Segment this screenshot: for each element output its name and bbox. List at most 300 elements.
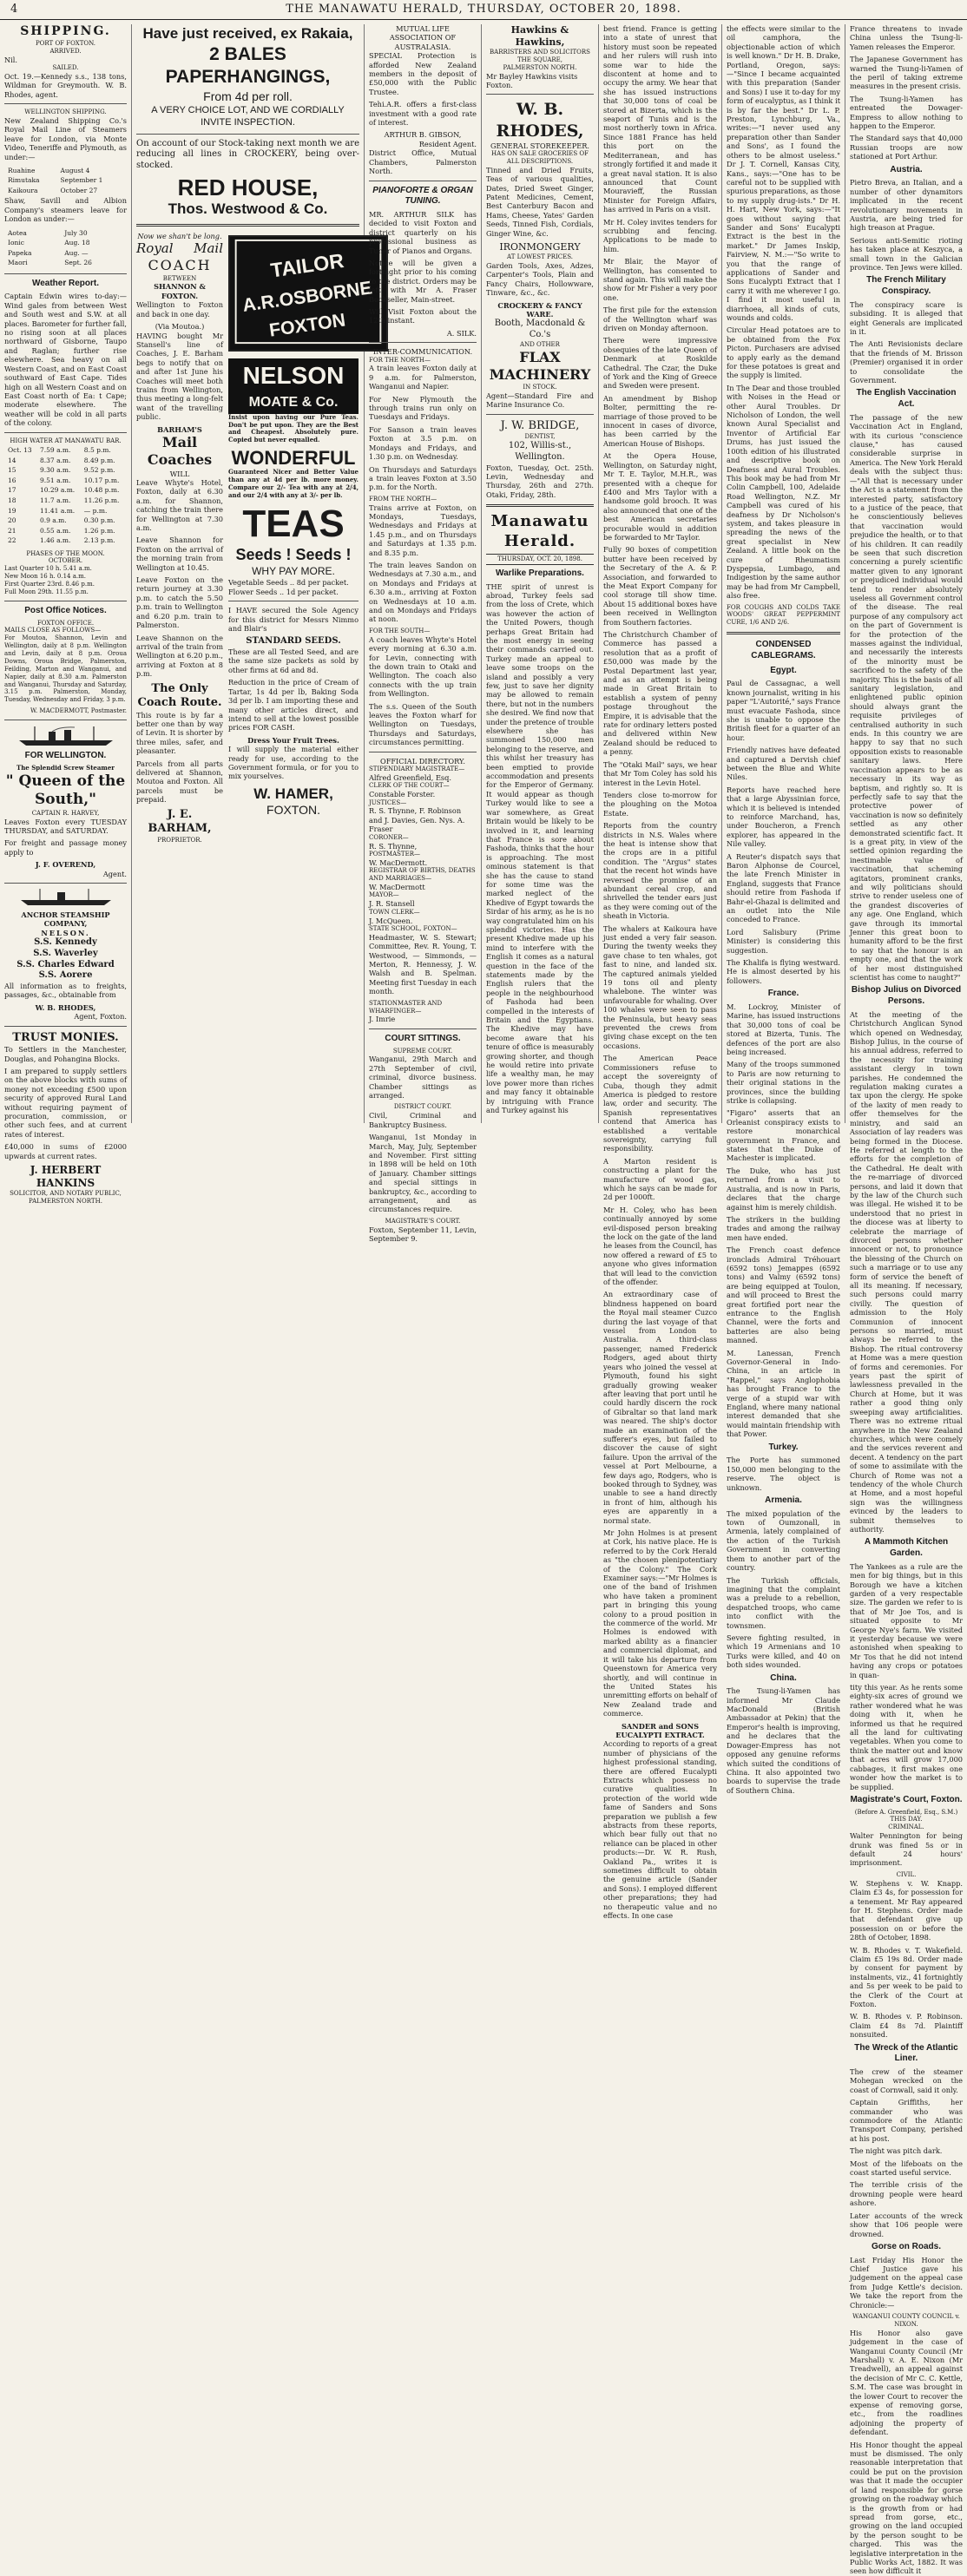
- divider: [486, 504, 594, 507]
- bayley-text: Mr Bayley Hawkins visits Foxton.: [486, 71, 578, 89]
- mayor-name: J. R. Stansell: [369, 899, 415, 909]
- from-price: From 4d per roll.: [203, 89, 293, 103]
- article-paragraph: Friendly natives have defeated and captured a Dervish chief between the Blue and White Niles.: [727, 746, 840, 782]
- masthead-title: THE MANAWATU HERALD, THURSDAY, OCTOBER 20, 1898.: [286, 3, 681, 16]
- south-label: FOR THE SOUTH—: [369, 627, 431, 634]
- table-row: 15 9.30 a.m. 9.52 p.m.: [8, 466, 115, 475]
- tehika-text: Tehi.A.R. offers a first-class investment with a good rate of interest.: [369, 100, 477, 128]
- article-paragraph: M. Lockroy, Minister of Marine, has issued instructions that 30,000 tons of coal be stored at Bizerta, Tunis. The defences of the port are also being increased.: [727, 1002, 840, 1056]
- moon-month: OCTOBER.: [48, 557, 83, 565]
- parcels-text: Parcels from all parts delivered at Shannon, Moutoa and Foxton. All parcels must be prepaid.: [136, 759, 223, 805]
- crockery-label: CROCKERY & FANCY WARE.: [497, 300, 582, 319]
- overend-name: J. F. OVEREND,: [35, 860, 96, 870]
- warlike-text: THE spirit of unrest is abroad, Turkey feels sad from the loss of Crete, which was however the action of the United Powers, though perhaps Great Britain had the most energy in seeing their commands carried out. Turkey made an appeal to leave some troops on the island and possibly a very few, just to save her dignity may be allowed to remain there, but not in the numbers she desired. We find now that under the pretence of trouble elsewhere she has summoned 150,000 men belonging to the reserve, and this whilst her treasury has been emptied to provide accommodation and presents for the Emperor of Germany. It would appear as though Turkey would like to see a war somewhere, as Great Britain would be likely to be involved in it, and learning that France is sore about Fashoda, thinks that the hour is approaching. The most ominous statement is that she has the cause to stand for some time was the marked neglect of the Khedive of Egypt towards the Sirdar of his army, as he is no way congratulated him on his splendid victories. Has the present Khedive made up his mind to interfere with the English it comes as a natural question in the face of the statements made by the English rulers that the people in the neighbourhood of Fashoda had been compelled in the interests of Britain and the Egyptians. The Khedive may have become aware that his tenure of office is measurably growing shorter, and though he would retire into private life a wealthy man, he may love power more than riches and may fancy it obtainable by intriguing with France and Turkey against his: [486, 582, 594, 1115]
- teas-label: TEAS: [242, 502, 345, 545]
- supreme-label: SUPREME COURT.: [392, 1047, 453, 1055]
- masthead: [0, 0, 967, 20]
- barham-name: J. E. BARHAM,: [148, 807, 212, 836]
- sanson-text: For Sanson a train leaves Foxton at 3.5 p.m. on Mondays and Fridays, and 1.30 p.m. on Wednesday.: [369, 424, 477, 462]
- and-other: AND OTHER: [520, 340, 560, 348]
- station-name: J. Imrie: [369, 1015, 396, 1024]
- herald-date: THURSDAY, OCT. 20, 1898.: [486, 554, 594, 565]
- clerk-name: Constable Forster.: [369, 790, 436, 799]
- coroner-name: R. S. Thynne,: [369, 841, 418, 851]
- article-paragraph: Many of the troops summoned to Paris are now returning to their original stations in the provinces, since the building strike is collapsing.: [727, 1060, 840, 1106]
- queen-of-south: " Queen of the South,": [5, 772, 126, 809]
- table-row: Kaikoura October 27: [8, 186, 98, 194]
- willis-address: 102, Willis-st., Wellington.: [508, 441, 572, 462]
- fresh-text: These are all Tested Seed, and are the same size packets as sold by other firms at 6d and 8d.: [228, 647, 359, 674]
- article-paragraph: Most of the lifeboats on the coast started useful service.: [850, 2159, 963, 2178]
- divider: [4, 103, 127, 104]
- divider: [486, 414, 594, 415]
- article-paragraph: Mr H. Coley, who has been continually annoyed by some evil-disposed person breaking the lock on the gate of the land he leases from the Council, has now offered a reward of £5 to anyone who gives information that will lead to the conviction of the offender.: [603, 1205, 717, 1287]
- coach-text: Wellington to Foxton and back in one day.: [136, 300, 223, 319]
- column-4: [482, 24, 599, 1123]
- dress-text: I will supply the material either ready for use, according to the Government formula, or for you to mix yourselves.: [228, 745, 359, 781]
- red-house: RED HOUSE,: [177, 174, 319, 200]
- shaw-table: [4, 227, 127, 269]
- coach-text-4: Leave Shannon for Foxton on the arrival of the morning train from Wellington at 10.45.: [136, 536, 223, 572]
- groceries-text: HAS ON SALE GROCERIES OF ALL DESCRIPTIONS.: [491, 150, 589, 165]
- article-paragraph: A Marton resident is constructing a plant for the manufacture of wood gas, which he says can be made for 2d per 1000ft.: [603, 1156, 717, 1202]
- table-row: Maori Sept. 26: [8, 259, 92, 267]
- flower-seeds-price: Flower Seeds .. 1d per packet.: [228, 587, 339, 596]
- article-paragraph: The "Otaki Mail" says, we hear that Mr Tom Coley has sold his interest in the Levin Hotel.: [603, 759, 717, 787]
- from-north-text: Trains arrive at Foxton, on Mondays, Tuesdays, Wednesdays and Fridays at 1.45 p.m., and on Thursdays and Saturdays at 1.35 p.m. and 8.35 p.m.: [369, 503, 477, 557]
- town-clerk-label: TOWN CLERK—: [369, 908, 420, 916]
- article-paragraph: Tenders close to-morrow for the ploughing on the Motoa Estate.: [603, 790, 717, 818]
- divider: [4, 432, 127, 433]
- article-paragraph: At the meeting of the Christchurch Anglican Synod which opened on Wednesday, Bishop Julius, in the course of his annual address, referred to the necessity for training assistant clergy in town parishes. He condemned the regulation making curates a tax upon the clergy. He spoke of the laxity of men ready to offer themselves for the ministry, and said an Association of lay readers was being formed in the Diocese. He referred at length to the efforts for the completion of the Cathedral. He dealt with the re-marriage of divorced persons, and laid it down that by the law of the Church such was illegal. He wished it to be understood that no priest in the diocese was at liberty to celebrate the marriage of divorced persons whether innocent or not, to pronounce the blessing of the Church on such a marriage or to use any form of service the beneft of all its meaning. If necessary, such persons could marry civilly. The question of admission to the Holy Communion of innocent persons so married, must always be referred to the Bishop. The ritual controversy at Home was a mere question of forms and ceremonies. For years past the spirit of lawlessness prevailed in the Church at Home, but it was rather a good thing only sweeping away artificialities. There was no extreme ritual anywhere in the New Zealand churches, which were comely and the services reverent and decent. A tendency on the part of some to assimilate with the Church of Rome was not a tendency of the whole Church at Home, and a most hopeful sign was the willingness evinced by the leaders to submit themselves to authority.: [850, 1009, 963, 1534]
- anchor-steamer-illustration: [14, 888, 118, 907]
- article-paragraph: The Khalifa is flying westward. He is almost deserted by his followers.: [727, 958, 840, 985]
- article-paragraph: Pietro Breva, an Italian, and a number of other dynamitors implicated in the recent revolutionary movements in Austria, are being tried for high treason at Prague.: [850, 178, 963, 233]
- freight-text: For freight and passage money apply to: [4, 838, 127, 857]
- table-row: Ionic Aug. 18: [8, 239, 90, 247]
- gorse-case-title: WANGANUI COUNTY COUNCIL v. NIXON.: [852, 2313, 960, 2328]
- vaccination-heading: The English Vaccination Act.: [856, 388, 957, 410]
- plymouth-text: For New Plymouth the through trains run only on Tuesdays and Fridays.: [369, 394, 477, 422]
- postmaster-label: POSTMASTER—: [369, 850, 420, 858]
- sanson-text-2: The train leaves Sandon on Wednesdays at 7.30 a.m., and on Mondays and Fridays at 6.30 a.m., arriving at Foxton on Wednesdays at 10 a.m. and on Mondays and Fridays at noon.: [369, 561, 477, 624]
- district-office: District Office, Mutual Chambers, Palmerston North.: [369, 148, 477, 176]
- austria-heading: Austria.: [890, 164, 923, 174]
- article-paragraph: Captain Griffiths, her commander who was commodore of the Atlantic Transport Company, perished at his post.: [850, 2098, 963, 2143]
- divider: [727, 632, 840, 634]
- square-label: THE SQUARE,: [517, 56, 562, 63]
- article-paragraph: Severe fighting resulted, in which 19 Armenians and 10 Turks were killed, and 40 on both sides wounded.: [727, 1633, 840, 1670]
- ship-name: S.S. Waverley: [33, 948, 98, 958]
- stipendiary-label: STIPENDIARY MAGISTRATE—: [369, 766, 465, 773]
- moon-heading: PHASES OF THE MOON.: [26, 549, 105, 557]
- divider: [136, 134, 359, 135]
- tools-text: Garden Tools, Axes, Adzes, Carpenter's Tools, Plain and Fancy Chairs, Hollowware, Tinware, &c., &c.: [486, 260, 594, 298]
- kitchen-heading: A Mammoth Kitchen Garden.: [864, 1537, 949, 1559]
- silk-text-2: Notice will be given a fortnight prior to his coming to the district. Orders may be left with Mr A. Fraser Bookseller, Main-street.: [369, 258, 477, 304]
- wonderful-text: Guaranteed Nicer and Better Value than any at 4d per lb. more money. Compare our 2/- Tea with any at 2/4, and our 2/4 with any at 3/- per lb.: [228, 468, 359, 499]
- condensed-heading: CONDENSED CABLEGRAMS.: [751, 640, 816, 660]
- trust-sub: To Settlers in the Manchester, Douglas, and Pohangina Blocks.: [4, 1045, 127, 1063]
- steamship-illustration: [14, 725, 118, 747]
- mails-close: MAILS CLOSE AS FOLLOWS—: [4, 627, 102, 634]
- rhodes-name: W. B. RHODES,: [35, 1002, 96, 1012]
- stipendiary-name: Alfred Greenfield, Esq.: [369, 772, 451, 782]
- overend-agent: Agent.: [102, 869, 127, 878]
- article-paragraph: The crew of the steamer Mohegan wrecked on the coast of Cornwall, said it only.: [850, 2067, 963, 2094]
- svg-text:TAILOR: TAILOR: [269, 248, 345, 282]
- article-paragraph: His Honor also gave judgement in the case of Wanganui County Council (Mr Marshall) v. A. E. Nixon (Mr Treadwell), an appeal against the decision of Mr C. C. Kettle, S.M. The case was brought in the lower Court to recover the expense of removing gorse, etc., from the roadlines adjoining the property of defendant.: [850, 2328, 963, 2437]
- rhodes-agent: Agent, Foxton.: [74, 1012, 127, 1022]
- article-paragraph: According to reports of a great number of physicians of the highest professional standing, there are offered Eucalypti Extracts which possess no curative qualities. In protection of the world wide fame of Sanders and Sons preparation we publish a few abstracts from these reports, which bear fully out that no reliance can be placed in other products:—Dr. W. R. Rush, Oakland Pa., writes it is sometimes difficult to obtain the genuine article (Sander and Sons). I employed different other preparations; they had no therapeutic value and no effects. In one case: [603, 1739, 717, 1921]
- article-paragraph: Paul de Cassagnac, a well known journalist, writing in his paper "L'Autorité," says France must evacuate Fashoda, since she is unable to oppose the British fleet for a quarter of an hour.: [727, 679, 840, 742]
- clerk-label: CLERK OF THE COURT—: [369, 782, 450, 790]
- armenia-heading: Armenia.: [765, 1495, 802, 1505]
- arrived-label: ARRIVED.: [49, 47, 82, 55]
- article-paragraph: Later accounts of the wreck show that 106 people were drowned.: [850, 2211, 963, 2238]
- tailor-logo: [232, 237, 385, 346]
- stock-text: On account of our Stock-taking next month we are reducing all lines in CROCKERY, being over-stocked.: [136, 138, 359, 170]
- hawkins-name: Hawkins & Hawkins,: [510, 24, 569, 48]
- nelson-tagline: Insist upon having our Pure Teas. Don't be put upon. They are the Best and Cheapest. Absolutely pure. Copied but never equalled.: [228, 412, 359, 444]
- rakaia-heading: Have just received, ex Rakaia,: [142, 25, 353, 42]
- article-paragraph: The strikers in the building trades and among the railway men have ended.: [727, 1214, 840, 1242]
- piano-heading: PIANOFORTE & ORGAN TUNING.: [372, 185, 473, 207]
- only-route: The Only Coach Route.: [137, 681, 222, 710]
- article-paragraph: Mr John Holmes is at present at Cork, his native place. He is referred to by the Cork Herald as "the chosen plenipotentiary of the Colony." The Cork Examiner says:—"Mr Holmes is one of the band of Irishmen who have taken a prominent part in bringing this young colony to a proud position in the commerce of the world. Mr Holmes is endowed with marked ability as a financier and commercial diplomat, and it will take his departure from Queenstown for America very shortly, and will continue in the United States his unremitting efforts on behalf of New Zealand trade and commerce.: [603, 1528, 717, 1718]
- column-7: [845, 24, 967, 2576]
- reduction-text: Reduction in the price of Cream of Tartar, 1s 4d per lb, Baking Soda 3d per lb. I am importing these and many other articles direct, and intend to sell at the lowest possible prices FOR CASH.: [228, 678, 359, 733]
- article-paragraph: An amendment by Bishop Bolter, permitting the re-marriage of those proved to be innocent in cases of divorce, has been carried by the American House of Bishops.: [603, 393, 717, 448]
- hankins-name: J. HERBERT HANKINS: [30, 1164, 102, 1190]
- article-paragraph: FOR COUGHS AND COLDS TAKE WOODS' GREAT PEPPERMINT CURE, 1/6 AND 2/6.: [727, 603, 840, 627]
- article-paragraph: Fully 90 boxes of competition butter have been received by the Secretary of the A. & P. Association, and forwarded to the Meat Export Company for cool storage till show time. About 15 additional boxes have been received in Wellington from Southern factories.: [603, 545, 717, 627]
- article-paragraph: The Turkish officials, imagining that the complaint was a prelude to a rebellion, despatched troops, who came into conflict with the townsmen.: [727, 1575, 840, 1630]
- trust-text: I am prepared to supply settlers on the above blocks with sums of money not exceeding £500 upon security of approved Rural Land without requiring payment of procuration, commission, or other such fees, and at current rates of interest.: [4, 1066, 127, 1139]
- ship-name: S.S. Charles Edward: [16, 959, 115, 969]
- station-label: STATIONMASTER AND WHARFINGER—: [369, 999, 443, 1015]
- proprietor-label: PROPRIETOR.: [157, 836, 202, 844]
- magistrate-court-text: Foxton, September 11, Levin, September 9.: [369, 1225, 477, 1244]
- sander-heading: SANDER and SONS EUCALYPTI EXTRACT.: [615, 1721, 705, 1739]
- choice-text: A VERY CHOICE LOT, AND WE CORDIALLY INVITE INSPECTION.: [151, 104, 345, 128]
- north-label: FOR THE NORTH—: [369, 356, 431, 364]
- table-row: Oct. 13 7.59 a.m. 8.5 p.m.: [8, 446, 111, 455]
- article-paragraph: Reports from the country districts in N.S. Wales where the heat is intense show that the crops are in a pitiful condition. The "Argus" states that the recent hot winds have reversed the promise of an abundant cereal crop, and shrivelled the tender ears just as they were coming out of the sheath in Victoria.: [603, 821, 717, 921]
- table-row: Ruahine August 4: [8, 166, 90, 174]
- article-paragraph: The mixed population of the town of Oumzonall, in Armenia, lately complained of the action of the Turkish Government in converting them to another part of the country.: [727, 1508, 840, 1573]
- article-paragraph: Lord Salisbury (Prime Minister) is considering this suggestion.: [727, 927, 840, 955]
- dentist-label: DENTIST,: [524, 433, 556, 441]
- mayor-label: MAYOR—: [369, 891, 399, 899]
- column-5: [599, 24, 722, 1921]
- table-row: 22 1.46 a.m. 2.13 p.m.: [8, 536, 115, 545]
- article-paragraph: The American Peace Commissioners refuse to accept the sovereignty of Cuba, though they admit America is pledged to restore law, order and security. The Spanish representatives contend that America has established a veritable sovereignty, carrying full responsibility.: [603, 1054, 717, 1153]
- royal-label: Royal: [136, 240, 174, 257]
- port-label: PORT OF FOXTON.: [35, 39, 96, 47]
- table-row: 17 10.29 a.m. 10.48 p.m.: [8, 486, 120, 495]
- trust-monies-heading: TRUST MONIES.: [12, 1030, 119, 1044]
- from-north-label: FROM THE NORTH—: [369, 495, 437, 503]
- mail-coaches: Mail Coaches: [147, 433, 213, 469]
- north-text: A train leaves Foxton daily at 9 a.m. for Palmerston, Wanganui and Napier.: [369, 364, 477, 391]
- magistrate-sub: (Before A. Greenfield, Esq., S.M.): [854, 1808, 958, 1816]
- shannon-foxton: SHANNON & FOXTON.: [154, 282, 206, 300]
- westwood: Thos. Westwood & Co.: [168, 200, 328, 218]
- post-office-sub: FOXTON OFFICE.: [36, 619, 95, 627]
- article-paragraph: The passage of the new Vaccination Act in England, with its curious "conscience clause," has caused considerable surprise in America. The New York Herald deals with the subject thus:—"All that is necessary under the Act is a statement from the interested party, satisfactory to a justice of the peace, that he conscientiously believes that vaccination would prejudice the health, or to that of his children. It can readily be seen that such discretion concerning a purely scientific matter given to any ignorant or prejudiced individual would tend to render absolutely useless all Government control of the disease. The real purpose of any compulsory act on the part of Government is for the protection of the masses against the individual, and necessarily the interests of the minority must be sacrificed to the safety of the majority. This is the basis of all sanitary legislation, and enlightened public opinion should always grant the requisite privileges of centralised authority in such ends. In this country we are happy to say that no such opposition exists to reasonable sanitary laws. Here vaccination appears to be as necessary in its way as baptism, and rightly so. It is perfectly safe to say that the protective power of vaccination is now so definitely settled as any other demonstrated scientific fact. It is a great pity, in view of the settled opinion regarding the inestimable value of vaccination, that scheming agitators, prominent cranks, and wily politicians should strive to render useless one of the grandest discoveries of any age. One England, which gave through its immortal Jenner this great boon to humanity afford to be the first to say that the honour is an empty one, and that the work of her most distinguished scientist has come to naught?": [850, 412, 963, 982]
- turkey-heading: Turkey.: [768, 1442, 799, 1452]
- barhams-label: BARHAM'S: [157, 424, 202, 434]
- article-paragraph: W. B. Rhodes v. P. Robinson. Claim £4 8s 7d. Plaintiff nonsuited.: [850, 2012, 963, 2040]
- supreme-text: Wanganui, 29th March and 27th September of civil, criminal, divorce business. Chamber sittings as arranged.: [369, 1055, 477, 1101]
- herald-nameplate: Manawatu Herald.: [490, 512, 589, 551]
- inter-heading: INTER-COMMUNICATION.: [372, 347, 473, 357]
- article-paragraph: W. Stephens v. W. Knapp. Claim £3 4s, for possession for a tenement. Mr Ray appeared for H. Stephens. Order made that defendant give up possession on or before the 28th of October, 1898.: [850, 1878, 963, 1942]
- coroner-label: CORONER—: [369, 833, 409, 841]
- table-row: 19 11.41 a.m. — p.m.: [8, 506, 108, 515]
- tinned-text: Tinned and Dried Fruits, Teas of various qualities, Dates, Dried Sweet Ginger, Patent Medicines, Cement, Best Canterbury Bacon and Hams, Cheese, Yates' Garden Seeds, Tinned Fish, Cordials, Ginger Wine, &c.: [486, 165, 594, 238]
- bishop-heading: Bishop Julius on Divorced Persons.: [851, 985, 962, 1007]
- coach-text-3: Leave Whyte's Hotel, Foxton, daily at 6.30 a.m. for Shannon, catching the train there for Wellington at 7.30 a.m.: [136, 478, 223, 533]
- article-paragraph: the effects were similar to the oil camphora, the objectionable action of which is well known." Dr H. B. Drake, Portland, Oregon, says:—"Since I became acquainted with this preparation (Sander and Sons) I use it to-day for my form of eucalyptus, as I think it is by far the best." Dr L. P. Preston, Lynchburg, Va., writes:—"I never used any preparation other than Sander and Sons', as I found the others to be almost useless." Dr J. T. Cornell, Kansas City, Kans., says:—"One has to be careful not to be supplied with spurious preparations, as those to my supply drug-ists." Dr H. H. Hart, New York, says:—"It goes without saying that Sander and Sons' Eucalypti Extract is the best in the market." Dr James Inskip, Fairview, N. M.:—"So write to you that the range of applications of Sander and Sons Eucalypti Extract that I carry it with me wherever I go. I find it most useful in diarrhoea, all kinds of cuts, wounds and colds.: [727, 24, 840, 322]
- article-paragraph: Mr Blair, the Mayor of Wellington, has consented to stand again. This will make the show for Mr Fisher a very poor one.: [603, 257, 717, 302]
- court-heading: COURT SITTINGS.: [385, 1033, 461, 1043]
- article-paragraph: M. Lanessan, French Governor-General in Indo-China, in an article in "Rappel," says Anglophobia has brought France to the verge of a stupid war with England, where many national interest demanded that she would maintain friendship with that Power.: [727, 1348, 840, 1439]
- wonderful-label: WONDERFUL: [231, 447, 356, 470]
- why-pay-more: WHY PAY MORE.: [252, 565, 335, 578]
- dress-heading: Dress Your Fruit Trees.: [247, 735, 339, 745]
- saturday-text: On Thursdays and Saturdays a train leaves Foxton at 3.50 p.m. for the North.: [369, 464, 477, 492]
- article-paragraph: The Tsung-li-Yamen has informed Mr Claude MacDonald (British Ambassador at Pekin) that the Emperor's health is improving, and he declares that the Dowager-Empress has not opposed any genuine reforms which suited the conditions of China. It also appointed two boards to supervise the trade of Southern China.: [727, 1686, 840, 1795]
- article-paragraph: Walter Pennington for being drunk was fined 5s or in default 24 hours' imprisonment.: [850, 1831, 963, 1868]
- coach-label: COACH: [148, 257, 212, 274]
- article-paragraph: There were impressive obsequies of the late Queen of Denmark at Roskilde Cathedral. The Czar, the Duke of York and the King of Greece and Sweden were present.: [603, 336, 717, 391]
- via-text: (Via Moutoa.): [155, 322, 205, 332]
- table-row: 21 0.55 a.m. 1.26 p.m.: [8, 526, 115, 535]
- divider: [369, 342, 477, 343]
- in-stock: IN STOCK.: [523, 384, 557, 391]
- column-6: [722, 24, 845, 1795]
- moon-row: Full Moon 29th. 11.55 p.m.: [4, 588, 89, 595]
- coach-text-5: Leave Foxton on the return journey at 3.30 p.m. to catch the 5.50 p.m. train to Wellington and 6.20 p.m. train to Palmerston.: [136, 575, 223, 630]
- district-court-text: Civil, Criminal and Bankruptcy Business.: [369, 1111, 477, 1129]
- dentist-visits: Foxton, Tuesday, Oct. 25th. Levin, Wednesday and Thursday, 26th and 27th. Otaki, Friday, 28th.: [486, 463, 594, 499]
- weather-text: Captain Edwin wires to-day:—Wind gales from between West and South west and S.W. at all places. Barometer for further fall, no rising soon at all places northward of Gisborne, Taupo and Raglan; further rise elsewhere. Sea heavy on all Western Coast, and on East Coast southward of East Cape. Tides high on all Western Coast and on East Coast north of Ea: t Cape; moderate elsewhere. The weather will be cold in all parts of the colony.: [4, 292, 127, 428]
- article-paragraph: At the Opera House, Wellington, on Saturday night, Mr T. E. Taylor, M.H.R., was presented with a cheque for £400 and Mrs Taylor with a handsome gold brooch. It was also announced that one of the best American secretaries procurable would in addition be forwarded to Mr Taylor.: [603, 451, 717, 542]
- article-paragraph: The whalers at Kaikoura have just ended a very fair season. During the twenty weeks they gave chase to ten whales, got fast to nine, and landed six. The captured animals yielded 19 tons oil and plenty whalebone. The winter was unfavourable for whaling. Over 100 whales were seen to pass the Peninsula, but heavy seas prevented the crews from giving chase except on the ten occasions.: [603, 923, 717, 1050]
- route-text: This route is by far a better one than by way of Levin. It is shorter by three miles, safer, and pleasanter.: [136, 710, 223, 756]
- postmaster-sign: W. MACDERMOTT, Postmaster.: [30, 707, 127, 715]
- weather-heading: Weather Report.: [31, 278, 100, 288]
- booth-label: Booth, Macdonald & Co.'s: [494, 319, 586, 339]
- south-text: A coach leaves Whyte's Hotel every morning at 6.30 a.m. for Levin, connecting with the down train to Otaki and Wellington. The coach also connects with the up train from Wellington.: [369, 634, 477, 699]
- column-3: [365, 24, 482, 1244]
- seeds-heading: Seeds ! Seeds !: [235, 546, 352, 564]
- table-row: 16 9.51 a.m. 10.17 p.m.: [8, 476, 120, 484]
- magistrate-court-label: MAGISTRATE'S COURT.: [385, 1217, 461, 1225]
- column-2: [132, 24, 374, 1123]
- sailed-text: Oct. 19.—Kennedy s.s., 138 tons, Wildman for Greymouth. W. B. Rhodes, agent.: [4, 71, 127, 99]
- will-label: WILL: [169, 469, 190, 478]
- article-paragraph: Mr H. Coley invites tenders for scrubbing and fencing. Applications to be made to him.: [603, 217, 717, 253]
- article-paragraph: The French coast defence ironclads Admiral Tréhouart (6592 tons) Jemappes (6592 tons) and Valmy (6592 tons) are being equipped at Toulon, and will proceed to Brest the great fortified port near the entrance to the English Channel, were the forts and batteries are also being manned.: [727, 1245, 840, 1345]
- divider: [4, 1026, 127, 1027]
- article-paragraph: tity this year. As he rents some eighty-six acres of ground we rather wondered what he was doing with it, when he informed us that he required all the land for cultivating vegetables. When you come to think the matter out and know that acres will grow 17,000 cabbages, it first makes one wonder how the market is to be supplied.: [850, 1683, 963, 1791]
- article-paragraph: "Figaro" asserts that an Orleanist conspiracy exists to restore monarchical government in France, and states that the Duke of Machester is implicated.: [727, 1108, 840, 1163]
- article-paragraph: The Duke, who has just returned from a visit to Australia, and is now in Paris, declares that the charge against him is merely childish.: [727, 1166, 840, 1212]
- article-paragraph: The Yankees as a rule are the men for big things, but in this Borough we have a kitchen garden of a very respectable size. The garden we refer to is that of Mr Joe Tos, and is situated opposite to Mr George Nye's farm. We visited it yesterday because we were astonished when speaking to Mr Tos that he did not intend having any crops or potatoes in quan-: [850, 1561, 963, 1679]
- nz-shipping-table: [4, 165, 127, 197]
- district-court-text-2: Wanganui, 1st Monday in March, May, July, September and November. First sitting in 1898 will be held on 10th of January. Chamber sittings and special sittings in bankruptcy, &c., according to arrangement, and as circumstances require.: [369, 1133, 477, 1214]
- article-paragraph: The Japanese Government has warned the Tsung-li-Yamen of the peril of taking extreme measures in the present crisis.: [850, 55, 963, 91]
- moon-row: First Quarter 23rd. 8.46 p.m.: [4, 581, 95, 588]
- article-paragraph: Serious anti-Semitic rioting has taken place at Keszyca, a small town in the Galician province. Ten Jews were killed.: [850, 235, 963, 273]
- ship-name: S.S. Kennedy: [34, 937, 97, 948]
- palmerston-label: PALMERSTON NORTH.: [503, 63, 577, 71]
- article-paragraph: The Christchurch Chamber of Commerce has passed a resolution that as a profit of £50,000 was made by the Postal Department last year, and as an attempt is being made in Great Britain to establish a system of penny postage throughout the Empire, it is advisable that the rate for ordinary letters posted and delivered within New Zealand should be reduced to a penny.: [603, 630, 717, 757]
- article-paragraph: His Honor thought the appeal must be dismissed. The only reasonable interpretation that could be put on the provision was that it made the occupier of land responsible for gorse growing on the roadway which is the growth from or had spread from gorse, etc., growing on the land occupied by the person sought to be charged. This was the legislative interpretation in the Public Works Act, 1882. It was seen how difficult it: [850, 2440, 963, 2576]
- article-paragraph: Circular Head potatoes are to be obtained from the Fox Picton. Purchasers are advised to apply early as the demand for these potatoes is great and the supply is limited.: [727, 325, 840, 380]
- divider: [136, 224, 359, 227]
- insurance-agent: Agent—Standard Fire and Marine Insurance Co.: [486, 391, 594, 410]
- french-military-heading: The French Military Conspiracy.: [866, 275, 946, 297]
- registrar-label: REGISTRAR OF BIRTHS, DEATHS AND MARRIAGES—: [369, 867, 476, 883]
- criminal-label: CRIMINAL.: [888, 1824, 924, 1831]
- article-paragraph: The terrible crisis of the drowning people were heard ashore.: [850, 2180, 963, 2208]
- article-paragraph: The Tsung-li-Yamen has entreated the Dowager-Empress to allow nothing to happen to the Emperor.: [850, 94, 963, 131]
- divider: [4, 883, 127, 884]
- france-heading: France.: [767, 989, 799, 999]
- captain-name: CAPTAIN R. HARVEY,: [31, 809, 100, 817]
- article-paragraph: W. B. Rhodes v. T. Wakefield. Claim £5 19s 8d. Order made by consent for payment by instalments, viz., 41 fortnightly and 5s per week to be paid to the Clerk of the Court at Foxton.: [850, 1945, 963, 2008]
- lowest-prices: AT LOWEST PRICES.: [507, 253, 573, 260]
- magistrate-heading: Magistrate's Court, Foxton.: [850, 1794, 963, 1804]
- civil-label: CIVIL.: [896, 1870, 917, 1878]
- wellington-shipping-heading: WELLINGTON SHIPPING.: [24, 108, 107, 116]
- post-office-heading: Post Office Notices.: [24, 605, 107, 615]
- gorse-heading: Gorse on Roads.: [871, 2241, 941, 2251]
- veg-seeds-price: Vegetable Seeds .. 8d per packet.: [228, 578, 349, 588]
- trust-text-2: £40,000 in sums of £2000 upwards at current rates.: [4, 1142, 127, 1160]
- justices-label: JUSTICES—: [369, 798, 407, 806]
- moate-brand: MOATE & Co.: [228, 392, 359, 413]
- sailed-label: SAILED.: [52, 63, 79, 71]
- warlike-heading: Warlike Preparations.: [496, 568, 584, 578]
- article-paragraph: Reports have reached here that a large Abyssinian force, which it is believed is intended to reinforce Marchand, has, under Boucheron, a French explorer, has appeared in the Nile valley.: [727, 785, 840, 849]
- bridge-name: J. W. BRIDGE,: [500, 418, 580, 432]
- gibson-name: ARTHUR B. GIBSON,: [384, 130, 462, 140]
- moon-row: Last Quarter 10 h. 5.41 a.m.: [4, 565, 92, 573]
- article-paragraph: The Anti Revisionists declare that the friends of M. Brisson (Premier) organised it in order to consolidate the Government.: [850, 339, 963, 385]
- justices-names: R. S. Thynne, F. Robinson and J. Davies, Gen. Nys. A. Fraser: [369, 806, 465, 834]
- article-paragraph: The Standard says that 40,000 Russian troops are now stationed at Port Arthur.: [850, 134, 963, 161]
- bales-heading: 2 BALES PAPERHANGINGS,: [165, 43, 331, 88]
- coach-text-6: Leave Shannon on the arrival of the train from Wellington at 6.20 p.m., arriving at Foxton at 8 p.m.: [136, 633, 223, 679]
- divider: [486, 94, 594, 95]
- mail-label: Mail: [194, 240, 223, 257]
- gibson-sub: Resident Agent.: [418, 139, 477, 148]
- anchor-company: ANCHOR STEAMSHIP COMPANY,: [21, 910, 110, 929]
- postmaster-name: W. MacDermott.: [369, 858, 428, 867]
- nz-shipping-text: New Zealand Shipping Co.'s Royal Mail Line of Steamers leave for London, via Monte Video, Teneriffe and Plymouth, as under:—: [4, 115, 127, 161]
- nelson-label: NELSON.: [41, 928, 90, 937]
- queen-text: The s.s. Queen of the South leaves the Foxton wharf for Wellington on Tuesdays, Thursdays and Saturdays, circumstances permitting.: [369, 701, 477, 747]
- high-water-table: [4, 444, 127, 546]
- article-paragraph: best friend. France is getting into a state of unrest that history must soon be repeated and her rulers will rush into some war to hide the discontent at home and to occupy the army. We hear that she has issued instructions that 30,000 tons of coal be stored at Bizerta, which is the seaport of Tunis and is the most northerly town in Africa. Since 1881 France has held this port on the Mediterranean, and has strongly fortified it and made it a great naval station. It is also announced that Count Mouravieff, the Russian Minister for Foreign Affairs, has arrived in Paris on a visit.: [603, 24, 717, 214]
- this-day: THIS DAY.: [890, 1816, 923, 1824]
- official-heading: OFFICIAL DIRECTORY.: [379, 756, 465, 766]
- anchor-text: All information as to freights, passages, &c., obtainable from: [4, 982, 127, 1000]
- article-paragraph: An extraordinary case of blindness happened on board the Royal mail steamer Cuzco during the last voyage of that vessel from London to Australia. A third-class passenger, named Frederick Rodgers, aged about thirty years who joined the vessel at Plymouth, found his sight gradually growing weaker after leaving that port until he could hardly discern the rock of Gibraltar so that land mark was neared. The ship's doctor made an examination of the sufferer's eyes, but failed to discover the cause of sight failure. Upon the arrival of the vessel at Port Melbourne, a few days ago, Rodgers, who is booked through to Sydney, was unable to see a hand directly in front of him, although his eyes are apparently in a normal state.: [603, 1290, 717, 1525]
- article-paragraph: The conspiracy scare is subsiding. It is alleged that eight Generals are implicated in it.: [850, 299, 963, 337]
- high-water-heading: HIGH WATER AT MANAWATU BAR.: [10, 437, 122, 444]
- page-number: 4: [10, 3, 19, 16]
- general-storekeeper: GENERAL STOREKEEPER.: [490, 141, 590, 150]
- table-row: 18 11.7 a.m. 11.26 p.m.: [8, 496, 120, 504]
- table-row: Papeka Aug. —: [8, 248, 89, 257]
- post-office-text: For Moutoa, Shannon, Levin and Wellington, daily at 8 p.m. Wellington and Levin, daily at 8 p.m. Oroua Downs, Oroua Bridge, Palmerston, Feilding, Marton and Wanganui, and Napier, daily at 8.30 a.m. Palmerston and Wanganui, Thursday and Saturday, 3.15 p.m. Palmerston, Monday, Tuesday, Wednesday and Friday, 3 p.m.: [4, 634, 127, 704]
- between-label: BETWEEN: [162, 274, 197, 282]
- ship-name: S.S. Aorere: [38, 970, 93, 981]
- egypt-heading: Egypt.: [770, 665, 797, 675]
- article-paragraph: Last Friday His Honor the Chief Justice gave his judgement on the appeal case from Judge Kettle's decision. We take the report from the Chronicle:—: [850, 2255, 963, 2310]
- shan-text: Now we shan't be long.: [137, 231, 222, 240]
- flax-machinery: FLAX MACHINERY: [489, 348, 591, 383]
- table-row: 14 8.37 a.m. 8.49 p.m.: [8, 456, 115, 464]
- divider: [4, 273, 127, 274]
- ironmongery-label: IRONMONGERY: [499, 241, 581, 253]
- school-text: Headmaster, W. S. Stewart; Committee, Rev. R. Young, T. Westwood, — Simmonds, — Merton, R. Hennessy, J. W. Walsh and B. Spelman. Meeting first Tuesday in each month.: [369, 932, 477, 996]
- coach-text-2: HAVING bought Mr Stansell's line of Coaches, J. E. Barham begs to notify that on and after 1st June his Coaches will meet both trains from Wellington, thus meeting a long-felt want of the travelling public.: [136, 331, 223, 422]
- table-row: 20 0.9 a.m. 0.30 p.m.: [8, 516, 115, 525]
- mutual-heading: MUTUAL LIFE ASSOCIATION OF AUSTRALASIA.: [389, 24, 457, 51]
- registrar-name: W. MacDermott: [369, 883, 425, 891]
- school-label: STATE SCHOOL, FOXTON—: [369, 924, 457, 932]
- nil-text: Nil.: [4, 55, 18, 64]
- district-court-label: DISTRICT COURT.: [393, 1103, 452, 1111]
- shaw-text: Shaw, Savill and Albion Company's steamers leave for London as under:—: [4, 196, 127, 224]
- town-clerk-name: J. McQueen.: [369, 916, 413, 925]
- silk-text: MR. ARTHUR SILK has decided to visit Foxton and district quarterly on his professional business as Tuner of Pianos and Organs.: [369, 209, 477, 255]
- agency-text: I HAVE secured the Sole Agency for this district for Messrs Nimmo and Blair's: [228, 606, 359, 633]
- special-text: SPECIAL Protection is afforded New Zealand members in the deposit of £50,000 with the Public Trustee.: [369, 51, 477, 96]
- article-paragraph: A Reuter's dispatch says that Baron Alphonse de Courcel, the late French Minister in England, suggests that France should retire from Fashoda if Bahr-el-Ghazal is delimited and an outlet into the Nile conceded to France.: [727, 851, 840, 924]
- article-paragraph: In The Dear and those troubled with Noises in the Head or other Aural Troubles. Dr Nicholson of London, the well known Aural Specialist and Inventor of Artificial Ear Drums, has just issued the 100th edition of his illustrated and descriptive book on Deafness and Aural Troubles. This book may be had from Mr Colin Campbell, 100, Adelaide Road Wellington, N.Z. Mr Campbell was cured of his deafness by Dr Nicholson's system, and takes pleasure in spreading the news of the great specialist in New Zealand. A little book on the cure of Rheumatism Dyspepsia, Lumbago, and Indigestion by the same author may be had from Mr Campbell, also free.: [727, 383, 840, 601]
- article-paragraph: France threatens to invade China unless the Tsung-li-Yamen releases the Emperor.: [850, 24, 963, 51]
- silk-text-3: Will Visit Foxton about the 12th instant.: [369, 306, 477, 325]
- wreck-heading: The Wreck of the Atlantic Liner.: [854, 2042, 958, 2064]
- hamer-foxton: FOXTON.: [266, 803, 320, 818]
- hamer-name: W. HAMER,: [253, 785, 333, 802]
- hawkins-sub: BARRISTERS AND SOLICITORS: [490, 48, 590, 56]
- standard-seeds: STANDARD SEEDS.: [246, 636, 341, 647]
- wb-rhodes-name: W. B. RHODES,: [496, 100, 584, 141]
- leaves-text: Leaves Foxton every TUESDAY THURSDAY, and SATURDAY.: [4, 817, 127, 835]
- table-row: Aotea July 30: [8, 228, 88, 237]
- for-wellington-heading: FOR WELLINGTON.: [24, 751, 107, 760]
- silk-sign: A. SILK.: [446, 328, 477, 338]
- table-row: Rimutaka September 1: [8, 176, 103, 185]
- divider: [369, 1028, 477, 1029]
- article-paragraph: The first pile for the extension of the Wellington wharf was driven on Monday afternoon.: [603, 306, 717, 332]
- moon-row: New Moon 16 h. 0.14 a.m.: [4, 573, 86, 581]
- article-paragraph: The night was pitch dark.: [850, 2146, 943, 2156]
- svg-text:A.R.OSBORNE: A.R.OSBORNE: [240, 277, 374, 316]
- shipping-heading: SHIPPING.: [20, 24, 111, 38]
- svg-text:FOXTON: FOXTON: [267, 309, 347, 341]
- column-1: [0, 24, 132, 1206]
